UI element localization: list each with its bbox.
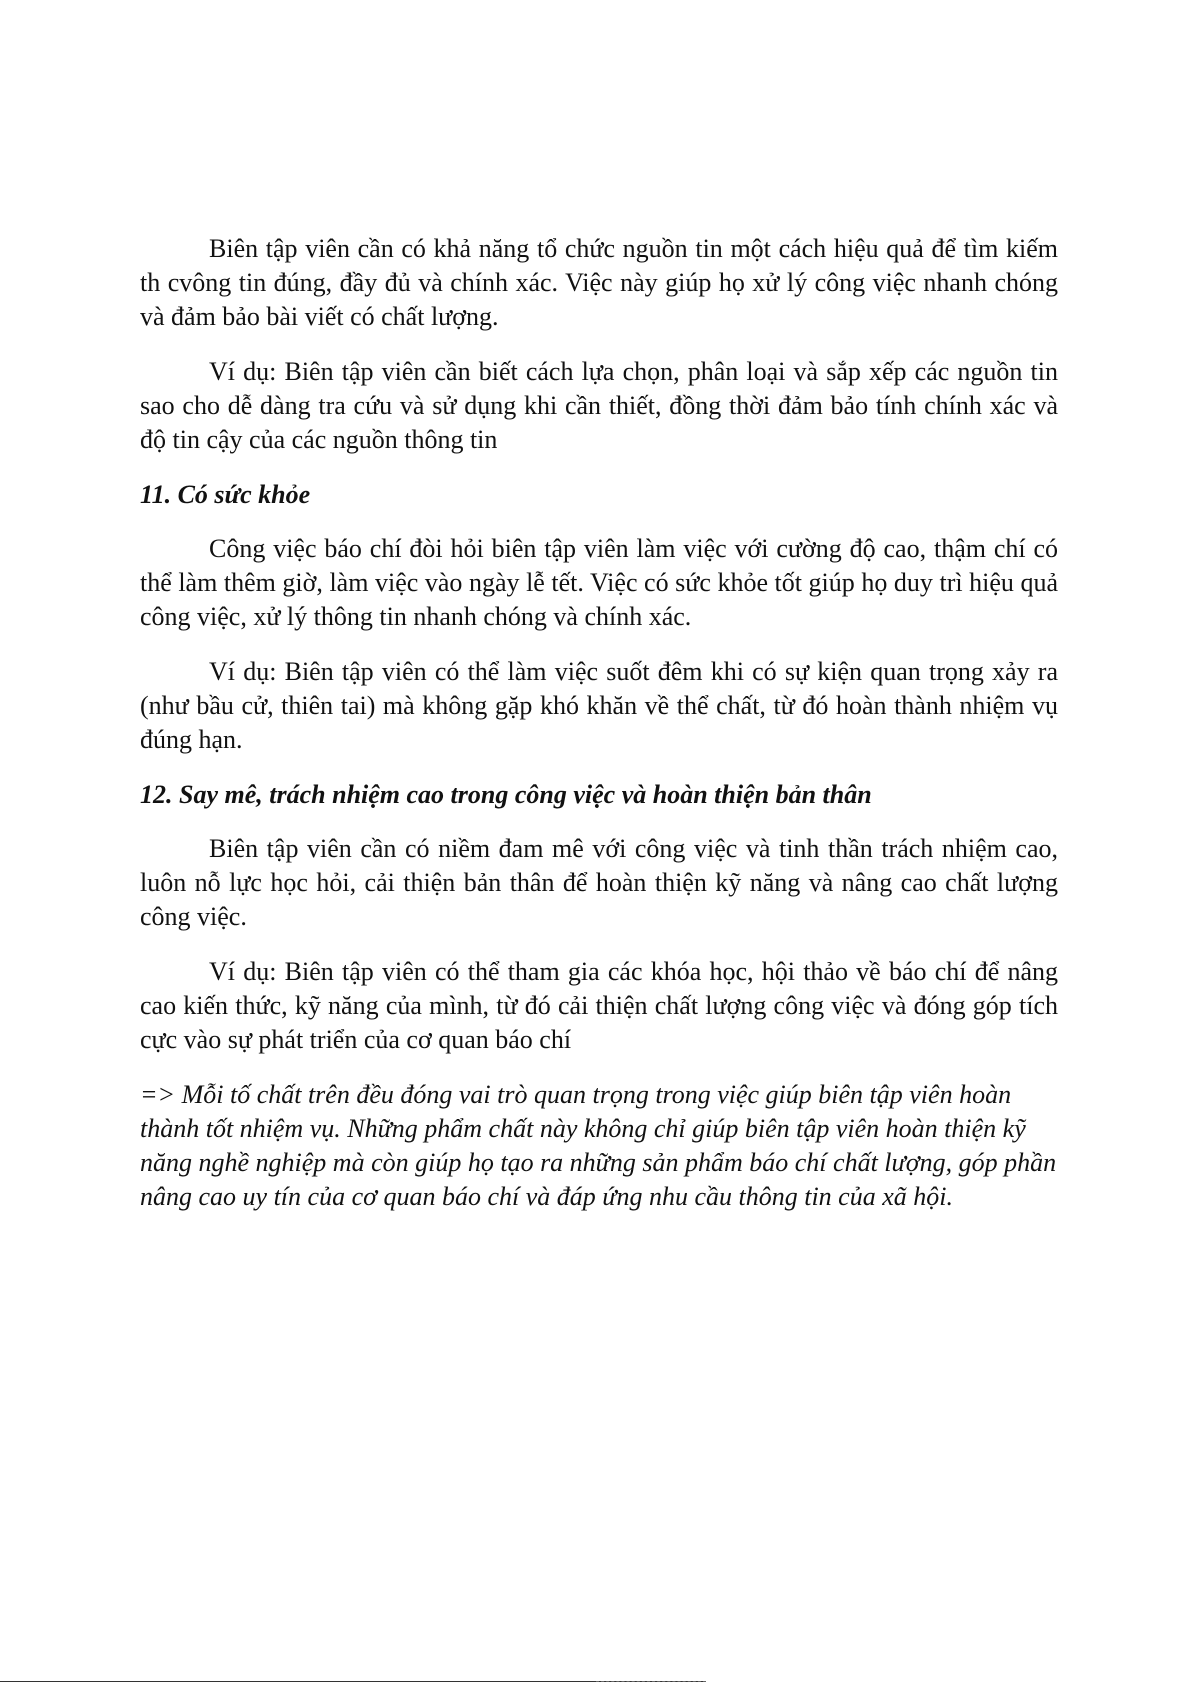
page-content: [140, 232, 1058, 1214]
paragraph-source-example: Ví dụ: Biên tập viên cần biết cách lựa chọn, phân loại và sắp xếp các nguồn tin sao cho dễ dàng tra cứu và sử dụng khi cần thiết, đồng thời đảm bảo tính chính xác và độ tin cậy của các nguồn thông tin: [140, 357, 1058, 454]
paragraph-health-example: Ví dụ: Biên tập viên có thể làm việc suốt đêm khi có sự kiện quan trọng xảy ra (như bầu cử, thiên tai) mà không gặp khó khăn về thể chất, từ đó hoàn thành nhiệm vụ đúng hạn.: [140, 657, 1058, 754]
conclusion-paragraph: => Mỗi tố chất trên đều đóng vai trò quan trọng trong việc giúp biên tập viên hoàn thành tốt nhiệm vụ. Những phẩm chất này không chỉ giúp biên tập viên hoàn thiện kỹ năng nghề nghiệp mà còn giúp họ tạo ra những sản phẩm báo chí chất lượng, góp phần nâng cao uy tín của cơ quan báo chí và đáp ứng nhu cầu thông tin của xã hội.: [140, 1080, 1057, 1211]
section-heading-11: 11. Có sức khỏe: [140, 480, 311, 509]
paragraph-passion-example: Ví dụ: Biên tập viên có thể tham gia các khóa học, hội thảo về báo chí để nâng cao kiến thức, kỹ năng của mình, từ đó cải thiện chất lượng công việc và đóng góp tích cực vào sự phát triển của cơ quan báo chí: [140, 957, 1058, 1054]
page-bottom-rule-dashed: [596, 1681, 706, 1682]
section-heading-12: 12. Say mê, trách nhiệm cao trong công việc và hoàn thiện bản thân: [140, 780, 872, 809]
paragraph-passion: Biên tập viên cần có niềm đam mê với công việc và tinh thần trách nhiệm cao, luôn nỗ lực học hỏi, cải thiện bản thân để hoàn thiện kỹ năng và nâng cao chất lượng công việc.: [140, 834, 1058, 931]
paragraph-health: Công việc báo chí đòi hỏi biên tập viên làm việc với cường độ cao, thậm chí có thể làm thêm giờ, làm việc vào ngày lễ tết. Việc có sức khỏe tốt giúp họ duy trì hiệu quả công việc, xử lý thông tin nhanh chóng và chính xác.: [140, 534, 1058, 631]
paragraph-source-organization: Biên tập viên cần có khả năng tổ chức nguồn tin một cách hiệu quả để tìm kiếm th cvông tin đúng, đầy đủ và chính xác. Việc này giúp họ xử lý công việc nhanh chóng và đảm bảo bài viết có chất lượng.: [140, 234, 1058, 331]
